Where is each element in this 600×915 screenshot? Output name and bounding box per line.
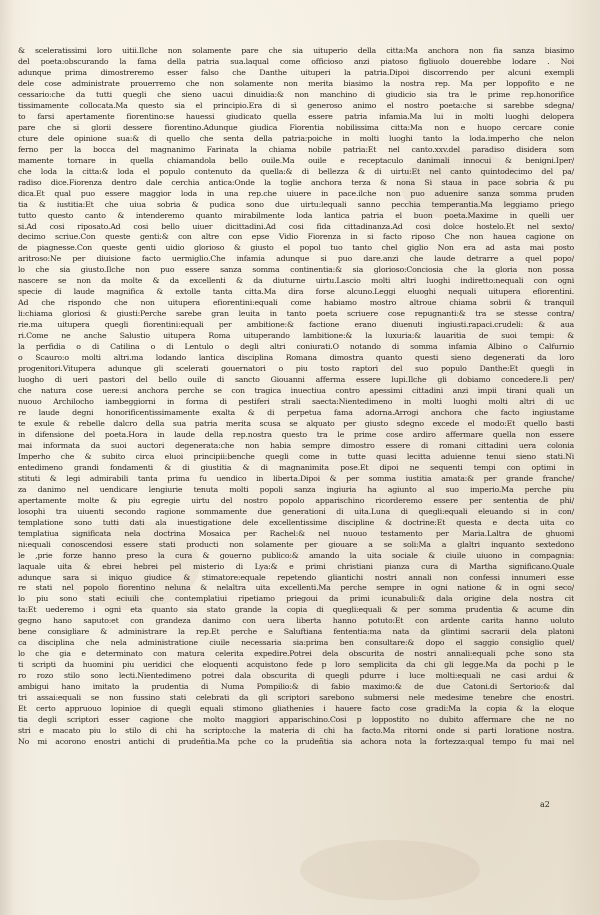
- text-line: ca disciplina che nela administratione ciuile necessaria sia:prima ben consultare:& dopo el saggio consiglio quel/: [18, 638, 574, 648]
- text-line: adunque prima dimostreremo esser falso che Danthe uituperi la patria.Dipoi discorrendo per alcuni exempli: [18, 67, 574, 77]
- text-line: mai informata da suoi auctori degenerata:che non habia sempre dimostro essere di romani cittadini uera colonia: [18, 440, 574, 450]
- text-line: ti scripti da huomini piu ueridici che eloquenti acquistono fede p loro semplicita da chi gli legge.Ma da pochi p le: [18, 660, 574, 670]
- text-line: tia degli scriptori esser cagione che molto maggiori apparischino.Cosi p loppostito no dubito affermare che ne no: [18, 715, 574, 725]
- text-line: in difensione del poeta.Hora in laude della rep.nostra questo tra le prime cose ardiro affermare quella non essere: [18, 429, 574, 439]
- text-line: ni:equali conoscendosi essere stati producti non solamente per giouare a se soli:Ma a glaltri inquanto sextedono: [18, 539, 574, 549]
- text-line: ta:Et uederemo i ogni eta quanto sia stato grande la copia di quegli:equali & per somma prudentia & acume din: [18, 605, 574, 615]
- text-line: aritroso:Ne per diuisione facto uermiglio.Che infamia adunque si puo dare.anzi che laude detrarre a quel popo/: [18, 254, 574, 264]
- text-line: re stati nel popolo fiorentino neluna & nelaltra uita excellenti.Ma perche sempre in ogni natione & in ogni seco/: [18, 583, 574, 593]
- text-line: mamente tornare in quella chiamandola bello ouile.Ma ouile e receptaculo danimali innocui & benigni.Iper/: [18, 155, 574, 165]
- text-line: lo che sia giusto.Ilche non puo essere sanza somma continentia:& sia glorioso:Conciosia che la gloria non possa: [18, 265, 574, 275]
- signature-mark: a2: [540, 800, 550, 809]
- text-line: Ad che rispondo che non uitupera efiorentini:equali come habiamo mostro altroue chiama sobrii & tranquil: [18, 298, 574, 308]
- text-line: le ,prie forze hanno preso la cura & gouerno publico:& amando la uita sociale & ciuile uiuono in compagnia:: [18, 550, 574, 560]
- text-line: adunque sara si iniquo giudice & stimatore:equale repetendo gliantichi nostri annali non confessi innumeri esse: [18, 572, 574, 582]
- text-line: ambigui hano imitato la prudentia di Numa Pompilio:& di fabio maximo:& de due Catoni.di Sertorio:& dal: [18, 682, 574, 692]
- text-line: bene consigliare & administrare la rep.Et perche e Saluftiana fententia:ma nata da glintimi sacrarii dela platoni: [18, 627, 574, 637]
- text-line: te exule & rebelle dalcro della sua patria merita scusa se alquato per giusto sdegno excede el modo:Et quello basti: [18, 418, 574, 428]
- text-line: si.Ad cosi riposato.Ad cosi bello uiuer dicittadini.Ad cosi fida cittadinanza.Ad cosi dolce hostelo.Et nel sexto/: [18, 221, 574, 231]
- text-line: dele cose administrate prouerremo che non solamente non merita biasimo la nostra rep. Ma per loppofito e ne: [18, 78, 574, 88]
- text-line: ri.Come ne anche Salustio uitupera Roma uituperando lambitione:& la luxuria:& lauaritia de suoi tempi: &: [18, 331, 574, 341]
- text-line: progenitori.Vitupera adunque gli scelerati gouernatori o piu tosto raptori del suo populo Danthe:Et quegli in: [18, 364, 574, 374]
- text-line: la perfidia o di Catilina o di Lentulo o degli altri coniurati.O notando di somma infamia Albino o Calfurnio: [18, 342, 574, 352]
- text-line: & sceleratissimi loro uitii.Ilche non solamente pare che sia uituperio della citta:Ma anchora non fia sanza biasimo: [18, 46, 574, 55]
- text-line: templatiua significata nela doctrina Mosaica per Rachel:& nel nuouo testamento per Maria.Laltra de ghuomi: [18, 528, 574, 538]
- text-line: luogho di ueri pastori del bello ouile di sancto Giouanni afferma essere lupi.Ilche gli dobiamo concedere.Ii per/: [18, 375, 574, 385]
- text-line: apertamente molte & piu egregie uirtu del nostro popolo apparischino ricorderemo essere per sententia de phi/: [18, 495, 574, 505]
- text-line: decimo scriue.Con queste genti:& con altre con epse Vidio Fiorenza in si facto riposo Che non hauea cagione on: [18, 232, 574, 242]
- text-line: Imperho che & subito circa eluoi principii:benche quegli come in tutte quasi lecitta aduienne tenui sieno stati.Ni: [18, 451, 574, 461]
- text-line: ferno per la bocca del magnanimo Farinata la chiama nobile patria:Et nel canto.xxv.del paradiso disidera som: [18, 144, 574, 154]
- text-line: rie.ma uitupera quegli fiorentini:equali per ambitione:& factione erano diuenuti ingiusti.rapaci.crudeli: & aua: [18, 320, 574, 330]
- text-line: tia & iustitia:Et che uiua sobria & pudica sono due uirtu:lequali sanno pecchia temperantia.Ma leggiamo priego: [18, 199, 574, 209]
- paper-stain: [300, 840, 480, 900]
- text-line: entedimeno grandi fondamenti & di giustitia & di magnanimita pose.Et dipoi ne sequenti tempi con optimi in: [18, 462, 574, 472]
- text-line: gegno hano saputo:et con grandeza danimo con uera liberta hanno potuto:Et con ardente carita hanno uoluto: [18, 616, 574, 626]
- text-line: stri e macato piu lo stilo di chi ha scripto:che la materia di chi ha facto.Ma ritorni onde si parti loratione nostra.: [18, 726, 574, 736]
- text-line: No mi acorono enostri antichi di prudeñtia.Ma pche co la prudeñtia sia achora nota la fortezza:qual tempo fu mai nel: [18, 737, 574, 747]
- text-line: radiso dice.Fiorenza dentro dale cerchia antica:Onde la toglie anchora terza & nona Si staua in pace sobria & pu: [18, 177, 574, 187]
- text-line: del poeta:obscurando la fama della patria sua.laqual come officioso anzi piatoso figliuolo douerebbe lodare . Noi: [18, 56, 574, 66]
- text-line: li:chiama gloriosi & giusti:Perche sarebe gran leuita in tanto poeta scriuere cose repugnanti:& tra se stesse contra/: [18, 309, 574, 319]
- text-line: lo che gia e determinato con matura celerita expedire.Potrei dela obscurita de nostri annali:equali pche sono sta: [18, 649, 574, 659]
- text-line: nuouo Archilocho iambeggiorni in forma di pestiferi strali saecta:Nientedimeno in molti luoghi molti altri di uc: [18, 397, 574, 406]
- text-line: nascere se non da molte & da excellenti & da diuturne uirtu.Lascio molti altri luoghi indiretto:nequali con ogni: [18, 276, 574, 286]
- text-line: cture dele opinione sua:& di quello che senta della patria:poiche in molti luoghi tanto la loda.imperho che nelon: [18, 133, 574, 143]
- text-line: tutto questo canto & intenderemo quanto mirabilmente loda lantica patria el buon poeta.Maxime in quelli uer: [18, 210, 574, 220]
- text-line: stituti & legi admirabili tanta prima fu uendico in liberta.Dipoi & per somma iustitia amata:& per grande franche/: [18, 473, 574, 483]
- text-line: o Scauro:o molti altri.ma lodando lantica disciplina Romana dimostra quanto questi sieno degenerati da loro: [18, 353, 574, 363]
- text-line: losophi tra uiuenti secondo ragione sommamente due generationi di uita.Luna di quegli:equali eleuando si in con/: [18, 506, 574, 516]
- text-line: laquale uita & ebrei hebrei pel misterio di Lya:& e primi christiani pianza cura di Martha significano.Quale: [18, 561, 574, 571]
- text-line: za danimo nel uendicare lengiurie tenuta molti popoli sanza ingiuria ha agiunto al suo imperio.Ma perche piu: [18, 484, 574, 494]
- text-line: tri assai:equali se non fussino stati celebrati da gli scriptori sarebono submersi nele medesime tenebre che enostri.: [18, 693, 574, 703]
- body-text: [18, 46, 574, 826]
- text-line: to farsi apertamente fiorentino:se hauessi giudicato quella essere patria infamia.Ma lui in molti luoghi delopera: [18, 111, 574, 121]
- text-line: tissimamente collocata.Ma questo sia el principio.Era di sì generoso animo el nostro poeta:che si sarebbe sdegna/: [18, 100, 574, 110]
- text-line: cessario:che da tutti quegli che sieno uacui dinuidia:& non manchino di giudicio sia tra le prime rep.honorifice: [18, 89, 574, 99]
- text-line: de piagnesse.Con queste genti uidio glorioso & giusto el popol tuo tanto chel giglio Non era ad asta mai posto: [18, 243, 574, 253]
- text-line: re laude degni honorificentissimamente exalta & di perpetua fama adorna.Arrogi anchora che facto ingiustame: [18, 407, 574, 417]
- text-line: Et certo appruouo lopinioe di quegli equali stimono gliathenies i hauere facto cose gradi:Ma la copia & la eloque: [18, 704, 574, 714]
- text-line: templatione sono tutti dati ala inuestigatione dele excellentissime discipline & doctrine:Et questa e decta uita co: [18, 517, 574, 527]
- text-line: pare che si glorii dessere fiorentino.Adunque giudica Fiorentia nobilissima citta:Ma non e huopo cercare conie: [18, 122, 574, 132]
- text-line: ro rozo stilo sono lecti.Nientedimeno potrei dala obscurita di quegli pdurre i luce molti:equali ne casi ardui &: [18, 671, 574, 681]
- text-line: che loda la citta:& loda el populo contenuto da quella:& di bellezza & di uirtu:Et nel canto quintodecimo del pa/: [18, 166, 574, 176]
- text-line: che natura cose uere:si anchora perche se con tragica inuectiua contro apessimi cittadini anzi impii tirani quali un: [18, 386, 574, 396]
- text-line: dica.Et qual puo essere maggior loda in una rep.che uiuere in pace.ilche non puo aduenire sanza somma pruden: [18, 188, 574, 198]
- text-line: specie di laude magnifica & extolle tanta citta.Ma dira forse alcuno.Leggi eluoghi nequali uitupera efiorentini.: [18, 287, 574, 297]
- text-line: lo piu sono stati eciuili che contemplatiui ripetiamo priegoui da primi icunabuli:& dala origine dela nostra cit: [18, 594, 574, 604]
